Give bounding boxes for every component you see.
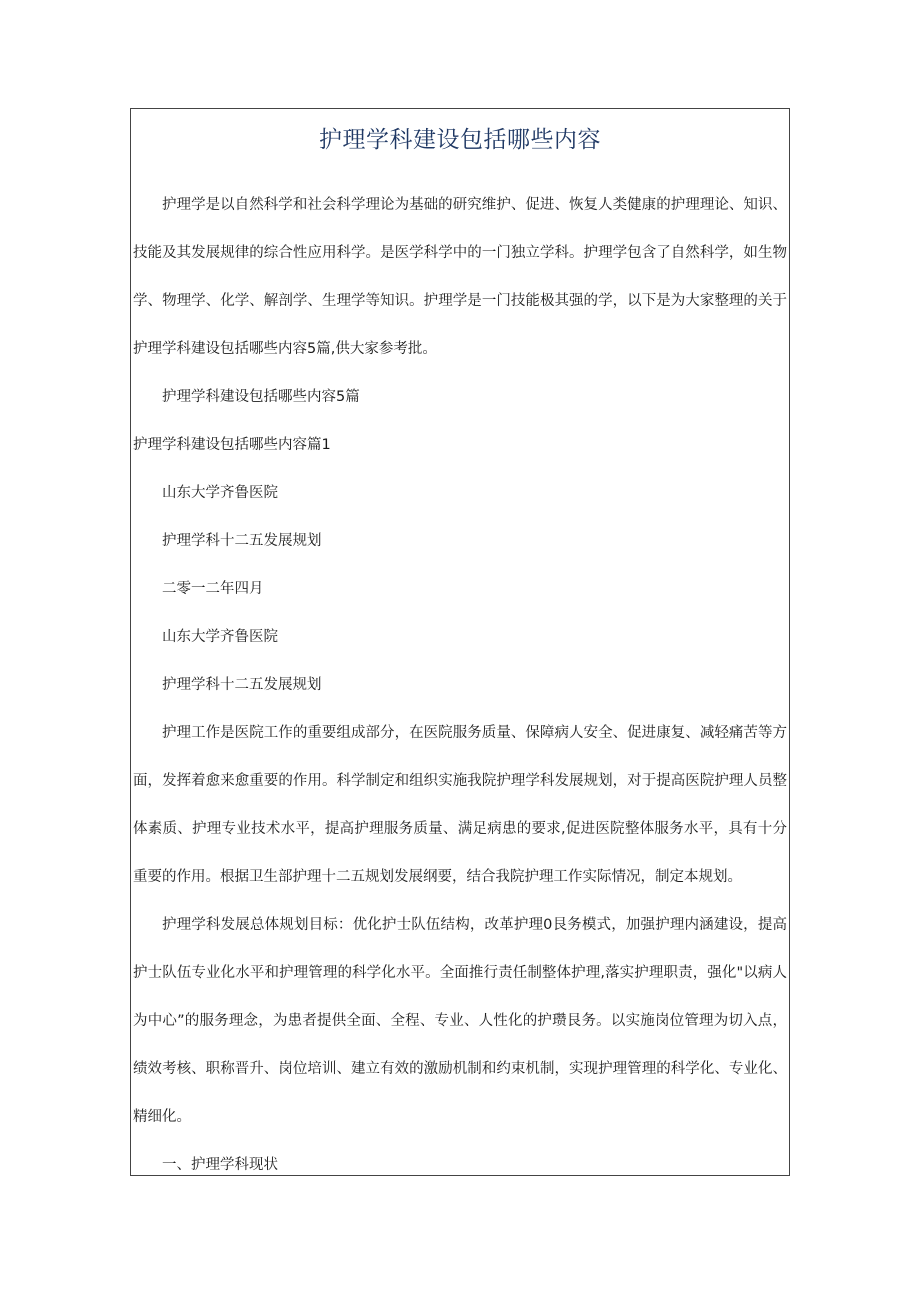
hospital-name: 山东大学齐鲁医院 xyxy=(162,629,278,645)
subsection-heading: 一、护理学科现状 xyxy=(162,1157,278,1173)
plan-title: 护理学科十二五发展规划 xyxy=(162,533,322,549)
document-page xyxy=(130,108,790,1176)
document-body xyxy=(133,181,787,1176)
intro-paragraph: 护理学是以自然科学和社会科学理论为基础的研究维护、促进、恢复人类健康的护理理论、知识、技能及其发展规律的综合性应用科学。是医学科学中的一门独立学科。护理学包含了自然科学，如生物学、物理学、化学、解剖学、生理学等知识。护理学是一门技能极其强的学，以下是为大家整理的关于护理学科建设包括哪些内容5篇,供大家参考批。 xyxy=(133,197,787,357)
section-heading: 护理学科建设包括哪些内容篇1 xyxy=(133,437,331,453)
list-heading: 护理学科建设包括哪些内容5篇 xyxy=(162,389,360,405)
document-title: 护理学科建设包括哪些内容 xyxy=(319,127,601,153)
hospital-name: 山东大学齐鲁医院 xyxy=(162,485,278,501)
body-paragraph: 护理工作是医院工作的重要组成部分，在医院服务质量、保障病人安全、促进康复、减轻痛苦等方面，发挥着愈来愈重要的作用。科学制定和组织实施我院护理学科发展规划，对于提高医院护理人员整体素质、护理专业技术水平，提高护理服务质量、满足病患的要求,促进医院整体服务水平，具有十分重要的作用。根据卫生部护理十二五规划发展纲要，结合我院护理工作实际情况，制定本规划。 xyxy=(133,725,787,885)
plan-date: 二零一二年四月 xyxy=(162,581,264,597)
plan-title: 护理学科十二五发展规划 xyxy=(162,677,322,693)
body-paragraph: 护理学科发展总体规划目标：优化护士队伍结构，改革护理0艮务模式，加强护理内涵建设，提高护士队伍专业化水平和护理管理的科学化水平。全面推行责任制整体护理,落实护理职责，强化"以病人为中心”的服务理念，为患者提供全面、全程、专业、人性化的护瓒艮务。以实施岗位管理为切入点，绩效考核、职称晋升、岗位培训、建立有效的激励机制和约束机制，实现护理管理的科学化、专业化、精细化。 xyxy=(133,917,787,1125)
